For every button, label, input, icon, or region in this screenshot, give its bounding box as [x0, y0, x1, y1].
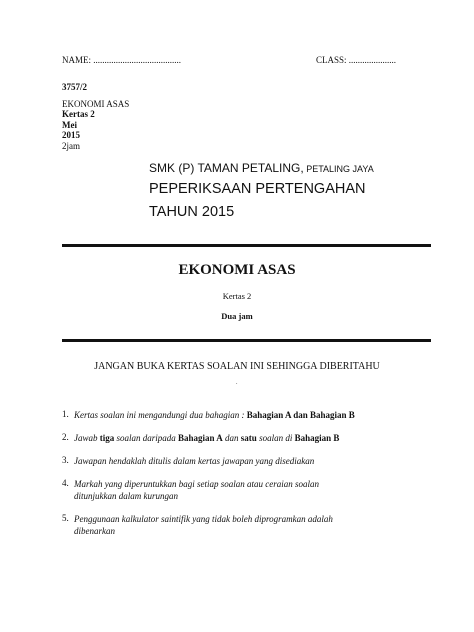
instruction-line: Markah yang diperuntukkan bagi setiap soalan atau ceraian soalan: [74, 479, 319, 489]
paper-month: Mei: [62, 119, 77, 130]
instruction-number: 3.: [62, 455, 69, 465]
instruction-text: Kertas soalan ini mengandungi dua bahagian :: [74, 410, 247, 420]
paper-number: Kertas 2: [62, 109, 95, 119]
instruction-number: 1.: [62, 409, 69, 419]
name-field-label: NAME: .......................................: [62, 55, 181, 65]
instruction-emphasis: Bahagian A: [178, 433, 223, 443]
title-paper: Kertas 2: [222, 291, 252, 301]
instruction-number: 4.: [62, 478, 69, 488]
paper-duration: 2jam: [62, 140, 80, 151]
paper-code: 3757/2: [62, 82, 88, 92]
instruction-text: Jawab: [74, 433, 100, 443]
class-field-label: CLASS: .....................: [316, 55, 397, 65]
instruction-emphasis: tiga: [99, 433, 115, 443]
title-duration: Dua jam: [221, 311, 253, 321]
instruction-text-block: [74, 513, 434, 537]
bottom-divider: [62, 339, 431, 342]
instruction-number: 2.: [62, 432, 69, 442]
instruction-emphasis: Bahagian B: [294, 433, 340, 443]
instruction-line: ditunjukkan dalam kurungan: [74, 491, 178, 501]
dot-mark: .: [236, 380, 238, 386]
paper-info-block: [62, 82, 129, 151]
school-name: [149, 161, 374, 175]
instruction-text: soalan di: [256, 433, 295, 443]
top-divider: [62, 244, 431, 247]
instruction-text: soalan daripada: [114, 433, 179, 443]
school-name-bold: SMK (P) TAMAN PETALING,: [149, 161, 304, 175]
warning-text: JANGAN BUKA KERTAS SOALAN INI SEHINGGA DIBERITAHU: [94, 361, 380, 372]
instruction-text: Jawapan hendaklah ditulis dalam kertas jawapan yang disediakan: [74, 456, 315, 466]
instruction-line: dibenarkan: [74, 526, 115, 536]
instruction-text-block: [74, 478, 434, 502]
subject-title: EKONOMI ASAS: [178, 262, 296, 278]
exam-year: TAHUN 2015: [149, 204, 235, 220]
paper-year: 2015: [62, 130, 80, 140]
instruction-number: 5.: [62, 513, 69, 523]
instruction-emphasis: satu: [240, 433, 257, 443]
instruction-emphasis: Bahagian A dan Bahagian B: [246, 410, 355, 420]
instruction-text: dan: [222, 433, 241, 443]
instruction-line: Penggunaan kalkulator saintifik yang tidak boleh diprogramkan adalah: [74, 514, 333, 524]
paper-subject: EKONOMI ASAS: [62, 98, 130, 109]
exam-name: PEPERIKSAAN PERTENGAHAN: [149, 181, 366, 197]
school-location: PETALING JAYA: [303, 164, 374, 174]
